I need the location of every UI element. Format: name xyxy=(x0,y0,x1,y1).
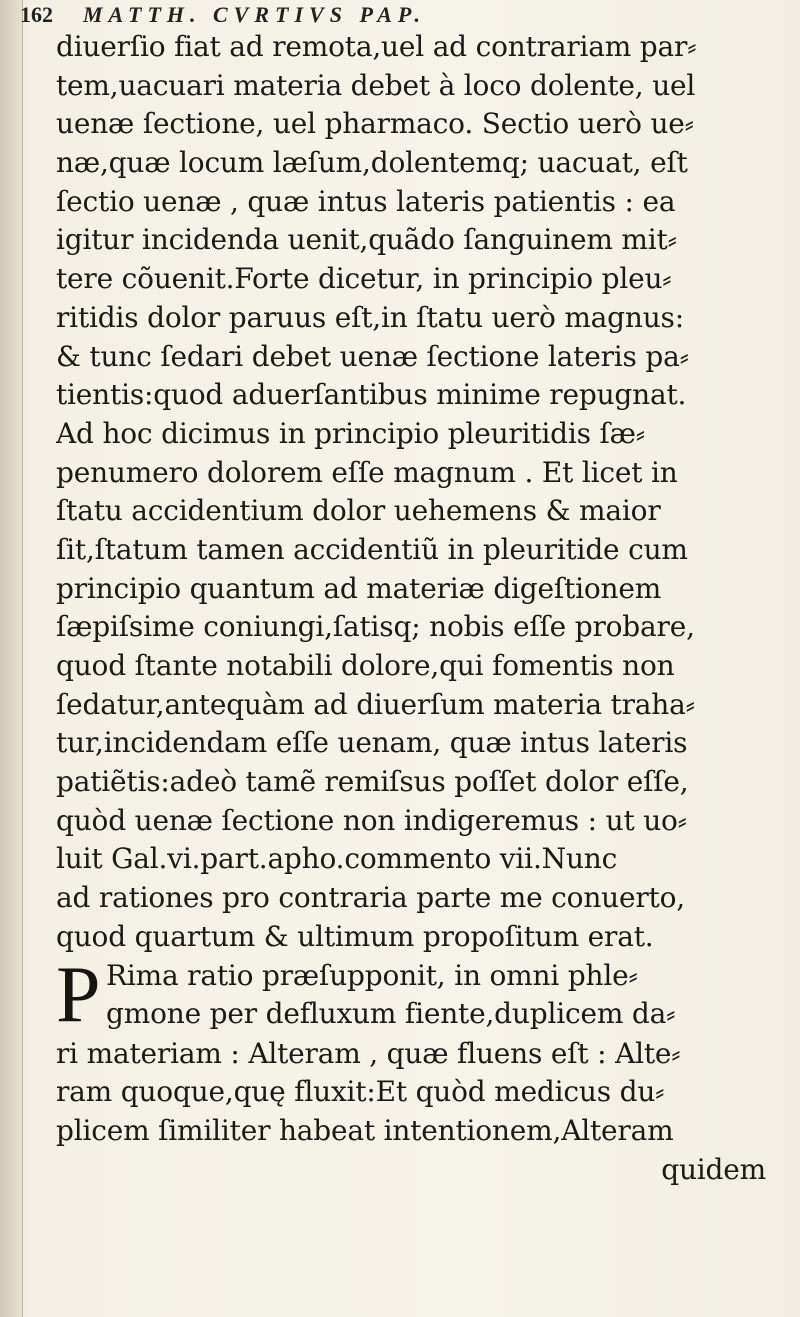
text-line: ſæpiſsime coniungi,ſatisq; nobis eſſe probare, xyxy=(56,610,695,644)
text-line: & tunc ſedari debet uenæ ſectione lateris pa⸗ xyxy=(56,339,689,373)
text-line: Rima ratio præſupponit, in omni phle⸗ xyxy=(106,958,638,992)
text-line: tientis:quod aduerſantibus minime repugnat. xyxy=(56,378,687,412)
paragraph-opening-lines xyxy=(106,957,796,1034)
text-line: igitur incidenda uenit,quãdo ſanguinem mit⸗ xyxy=(56,223,677,257)
text-line: ram quoque,quę fluxit:Et quòd medicus du⸗ xyxy=(56,1075,665,1109)
drop-cap: P xyxy=(56,950,101,1039)
text-line: ſit,ſtatum tamen accidentiũ in pleuritide cum xyxy=(56,532,688,566)
text-line: uenæ ſectione, uel pharmaco. Sectio uerò ue⸗ xyxy=(56,107,694,141)
text-line: luit Gal.vi.part.apho.commento vii.Nunc xyxy=(56,842,618,876)
text-line: ſtatu accidentium dolor uehemens & maior xyxy=(56,494,661,528)
running-title: MATTH. CVRTIVS PAP. xyxy=(83,2,427,27)
text-line: patiẽtis:adeò tamẽ remiſsus poſſet dolor eſſe, xyxy=(56,765,689,799)
text-line: ſectio uenæ , quæ intus lateris patientis : ea xyxy=(56,184,676,218)
text-line: quod quartum & ultimum propoſitum erat. xyxy=(56,919,654,953)
text-line: principio quantum ad materiæ digeſtionem xyxy=(56,571,662,605)
text-line: tem,uacuari materia debet à loco dolente, uel xyxy=(56,68,696,102)
page-number: 162 xyxy=(20,2,53,27)
catchword: quidem xyxy=(661,1152,766,1186)
page-gutter xyxy=(0,0,23,1317)
text-line: plicem ſimiliter habeat intentionem,Alteram xyxy=(56,1113,674,1147)
text-line: tere cõuenit.Forte dicetur, in principio pleu⸗ xyxy=(56,262,672,296)
text-line: ſedatur,antequàm ad diuerſum materia traha⸗ xyxy=(56,687,695,721)
text-line: quod ſtante notabili dolore,qui fomentis non xyxy=(56,649,675,682)
text-line: gmone per defluxum fiente,duplicem da⸗ xyxy=(106,997,676,1031)
text-line: quòd uenæ ſectione non indigeremus : ut uo⸗ xyxy=(56,803,687,837)
text-line: ad rationes pro contraria parte me conuerto, xyxy=(56,881,685,915)
new-paragraph xyxy=(56,950,796,1039)
text-line: næ,quæ locum læſum,dolentemq; uacuat, eſt xyxy=(56,146,688,180)
text-line: diuerſio fiat ad remota,uel ad contrariam par⸗ xyxy=(56,30,697,63)
text-line: Ad hoc dicimus in principio pleuritidis ſæ⸗ xyxy=(56,416,645,450)
text-line: ritidis dolor paruus eſt,in ſtatu uerò magnus: xyxy=(56,300,684,334)
text-line: tur,incidendam eſſe uenam, quæ intus lateris xyxy=(56,726,688,760)
text-line: penumero dolorem eſſe magnum . Et licet in xyxy=(56,455,678,489)
text-line: ri materiam : Alteram , quæ fluens eſt : Alte⸗ xyxy=(56,1036,681,1070)
running-head xyxy=(20,0,780,28)
text-block xyxy=(56,28,796,1189)
